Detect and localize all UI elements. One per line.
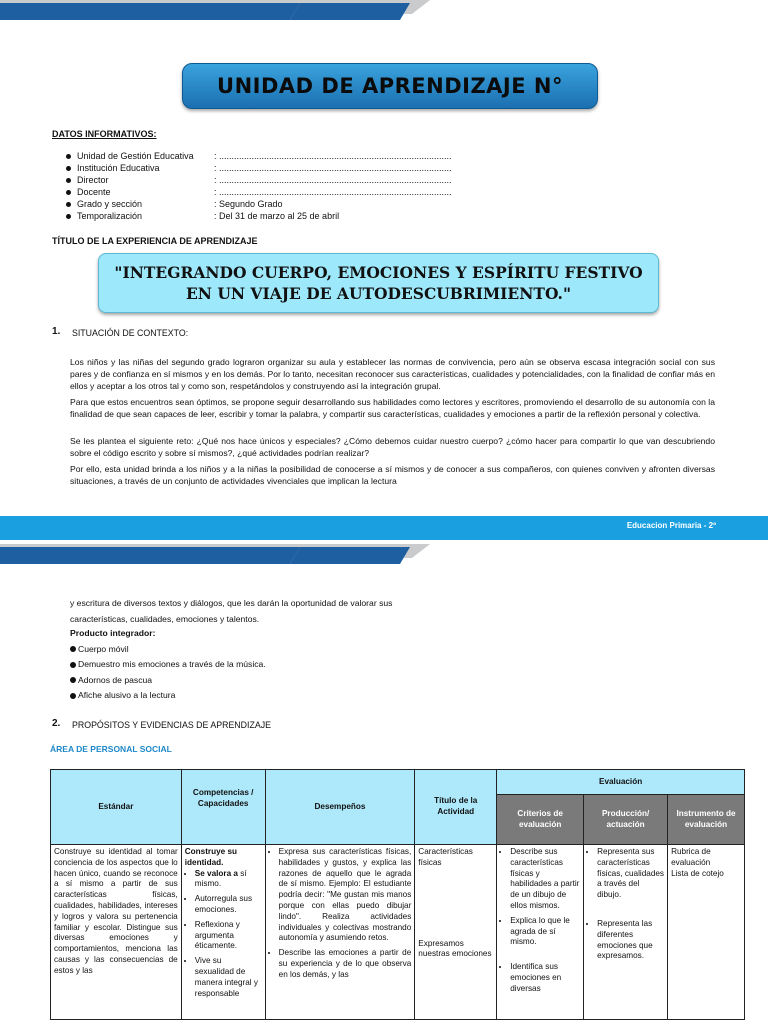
header-titulo: Título de la Actividad <box>415 770 497 845</box>
datos-label: Director <box>77 175 109 185</box>
datos-row <box>66 150 452 162</box>
datos-row <box>66 198 452 210</box>
datos-row <box>66 174 452 186</box>
datos-value: : Del 31 de marzo al 25 de abril <box>214 211 340 221</box>
datos-label: Institución Educativa <box>77 163 160 173</box>
datos-value: : ............................................................................................. <box>214 187 452 197</box>
list-item: • Identifica sus emociones en diversas <box>510 962 580 994</box>
table-header-row <box>51 770 745 795</box>
list-item: • Describe sus características físicas y habilidades a partir de un dibujo de ellos mismos. <box>510 847 580 912</box>
datos-list <box>66 150 452 222</box>
actividad-title: Expresamos nuestras emociones <box>418 938 492 959</box>
unit-title-banner <box>182 63 598 109</box>
section-number: 2. <box>52 718 61 729</box>
datos-value: : ............................................................................................. <box>214 151 452 161</box>
list-item <box>70 673 266 689</box>
bullet-icon <box>70 662 76 668</box>
header-estandar: Estándar <box>51 770 182 845</box>
producto-item: Adornos de pascua <box>78 674 153 685</box>
situacion-paragraph: Los niños y las niñas del segundo grado lograron organizar su aula y establecer las normas de convivencia, pero aún se observa escasa integración social con sus pares y de confianza en sí mismos y en los demás. Por lo tanto, necesitan reconocer sus características, cualidades y potencialidades, con la finalidad de confiar más en ellos y aceptar a los otros tal y como son, respetándolos y construyendo así la integración grupal. <box>70 357 715 392</box>
capacidades-list <box>185 869 262 1000</box>
datos-value: : Segundo Grado <box>214 199 283 209</box>
header-instrumento: Instrumento de evaluación <box>668 795 745 845</box>
page-footer <box>0 516 768 540</box>
list-item <box>70 642 266 658</box>
header-desempenos: Desempeños <box>265 770 415 845</box>
desempenos-list <box>269 847 412 981</box>
instrumento-item: Lista de cotejo <box>671 868 724 878</box>
experiencia-title: "INTEGRANDO CUERPO, EMOCIONES Y ESPÍRITU FESTIVO EN UN VIAJE DE AUTODESCUBRIMIENTO." <box>114 263 643 303</box>
header-competencias: Competencias / Capacidades <box>181 770 265 845</box>
cell-competencias <box>181 845 265 1020</box>
list-item: • Expresa sus características físicas, habilidades y gustos, y explica las razones de aquello que le agrada de sí mismo. Ejemplo: El estudiante podría decir: "Me gustan mis manos porque con ellas puedo dibujar lindo". Realiza actividades individuales y colectivas mostrando autonomía y asumiendo retos. <box>279 847 412 944</box>
list-item: • Vive su sexualidad de manera integral y responsable <box>195 956 262 999</box>
datos-label: Docente <box>77 187 111 197</box>
experiencia-banner <box>98 253 659 313</box>
list-item: • Representa las diferentes emociones que expresamos. <box>597 919 664 962</box>
cell-estandar: Construye su identidad al tomar conciencia de los aspectos que lo hacen único, cuando se reconoce a sí mismo a partir de sus características físicas, cualidades, habilidades, intereses y logros y valora su pertenencia familiar y escolar. Distingue sus diversas emociones y comportamientos, menciona las causas y las consecuencias de estos y las <box>51 845 182 1020</box>
datos-row <box>66 186 452 198</box>
situacion-heading: SITUACIÓN DE CONTEXTO: <box>72 328 189 338</box>
bullet-icon <box>70 693 76 699</box>
datos-value: : ............................................................................................. <box>214 163 452 173</box>
list-item <box>70 688 266 704</box>
unit-title: UNIDAD DE APRENDIZAJE N° <box>217 74 563 98</box>
bullet-icon <box>66 166 71 171</box>
area-title: ÁREA DE PERSONAL SOCIAL <box>50 744 172 754</box>
propositos-heading: PROPÓSITOS Y EVIDENCIAS DE APRENDIZAJE <box>72 720 271 730</box>
datos-heading: DATOS INFORMATIVOS: <box>52 129 157 139</box>
header-evaluacion: Evaluación <box>497 770 745 795</box>
cell-instrumento <box>668 845 745 1020</box>
experiencia-heading: TÍTULO DE LA EXPERIENCIA DE APRENDIZAJE <box>52 236 258 246</box>
cell-produccion <box>584 845 668 1020</box>
bullet-icon <box>70 646 76 652</box>
producto-item: Cuerpo móvil <box>78 643 129 654</box>
header-criterios: Criterios de evaluación <box>497 795 584 845</box>
table-row <box>51 845 745 1020</box>
list-item: • Se valora a sí mismo. <box>195 869 262 891</box>
evidencias-table <box>50 769 745 1020</box>
cell-titulos <box>415 845 497 1020</box>
producto-item: Afiche alusivo a la lectura <box>78 690 176 700</box>
situacion-paragraph: Por ello, esta unidad brinda a los niños y a la niñas la posibilidad de conocerse a sí mismos y de conocer a sus compañeros, con quienes conviven y afronten diversas situaciones, a través de un conjunto de actividades vivenciales que implican la lectura <box>70 464 715 487</box>
list-item <box>70 657 266 673</box>
header-decoration <box>0 544 768 586</box>
producto-item: Demuestro mis emociones a través de la música. <box>78 659 266 669</box>
list-item: • Representa sus características físicas, cualidades a través del dibujo. <box>597 847 664 901</box>
continuation-text: y escritura de diversos textos y diálogos, que les darán la oportunidad de valorar sus características, cualidades, emociones y talentos. <box>70 598 393 624</box>
criterios-list <box>500 847 580 995</box>
datos-value: : ............................................................................................. <box>214 175 452 185</box>
producto-list <box>70 626 266 704</box>
footer-text: Educacion Primaria - 2º <box>626 521 716 530</box>
datos-row <box>66 210 452 222</box>
bullet-icon <box>66 202 71 207</box>
situacion-paragraph: Se les plantea el siguiente reto: ¿Qué nos hace únicos y especiales? ¿Cómo debemos cuidar nuestro cuerpo? ¿cómo hacer para compartir lo que van descubriendo sobre el código escrito y sobre sí mismos?, ¿qué actividades podrían realizar? <box>70 436 715 459</box>
bullet-icon <box>66 178 71 183</box>
list-item: • Explica lo que le agrada de sí mismo. <box>510 916 580 948</box>
datos-label: Unidad de Gestión Educativa <box>77 151 194 161</box>
producto-heading: Producto integrador: <box>70 628 156 638</box>
datos-label: Temporalización <box>77 211 143 221</box>
list-item: • Reflexiona y argumenta éticamente. <box>195 920 262 952</box>
header-decoration <box>0 0 430 22</box>
bullet-icon <box>70 677 76 683</box>
bullet-icon <box>66 214 71 219</box>
list-item: • Describe las emociones a partir de su experiencia y de lo que observa en los demás, y las <box>279 948 412 980</box>
bullet-icon <box>66 154 71 159</box>
header-produccion: Producción/ actuación <box>584 795 668 845</box>
list-item: • Autorregula sus emociones. <box>195 894 262 916</box>
datos-row <box>66 162 452 174</box>
section-number: 1. <box>52 326 61 337</box>
situacion-paragraph: Para que estos encuentros sean óptimos, se propone seguir desarrollando sus habilidades como lectores y escritores, promoviendo el desarrollo de su autonomía con la finalidad de que sean capaces de leer, escribir y tomar la palabra, y compartir sus características, cualidades y emociones a partir de la reflexión personal y colectiva. <box>70 397 715 420</box>
cell-criterios <box>497 845 584 1020</box>
datos-label: Grado y sección <box>77 199 143 209</box>
cell-desempenos <box>265 845 415 1020</box>
competencia-title: Construye su identidad. <box>184 847 238 867</box>
instrumento-item: Rubrica de evaluación <box>671 847 711 867</box>
actividad-title: Características físicas <box>418 847 473 867</box>
produccion-list <box>587 847 664 962</box>
bullet-icon <box>66 190 71 195</box>
